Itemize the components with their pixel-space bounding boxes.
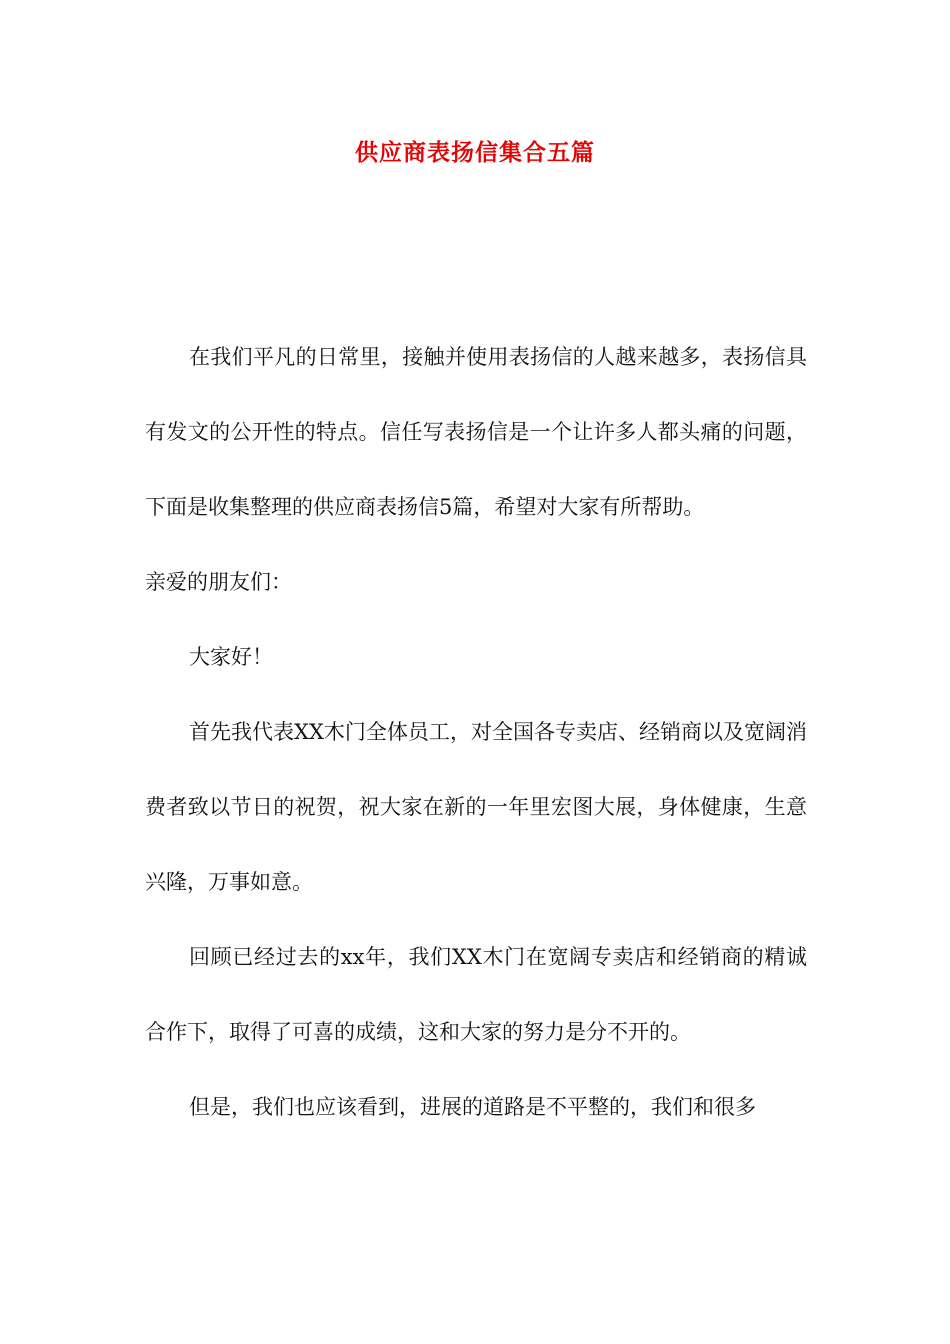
document-title: 供应商表扬信集合五篇 bbox=[355, 140, 595, 166]
paragraph-salutation: 亲爱的朋友们： bbox=[145, 570, 292, 594]
paragraph-intro: 在我们平凡的日常里，接触并使用表扬信的人越来越多，表扬信具有发文的公开性的特点。信任写表扬信是一个让许多人都头痛的问题，下面是收集整理的供应商表扬信5篇，希望对大家有所帮助。 bbox=[145, 345, 807, 519]
paragraph-outlook: 但是，我们也应该看到，进展的道路是不平整的，我们和很多 bbox=[189, 1095, 756, 1119]
paragraph-wishes: 首先我代表XX木门全体员工，对全国各专卖店、经销商以及宽阔消费者致以节日的祝贺，祝大家在新的一年里宏图大展，身体健康，生意兴隆，万事如意。 bbox=[145, 720, 807, 894]
paragraph-review: 回顾已经过去的xx年，我们XX木门在宽阔专卖店和经销商的精诚合作下，取得了可喜的成绩，这和大家的努力是分不开的。 bbox=[145, 945, 807, 1044]
document-body bbox=[145, 320, 807, 1145]
paragraph-greeting: 大家好！ bbox=[189, 645, 273, 669]
